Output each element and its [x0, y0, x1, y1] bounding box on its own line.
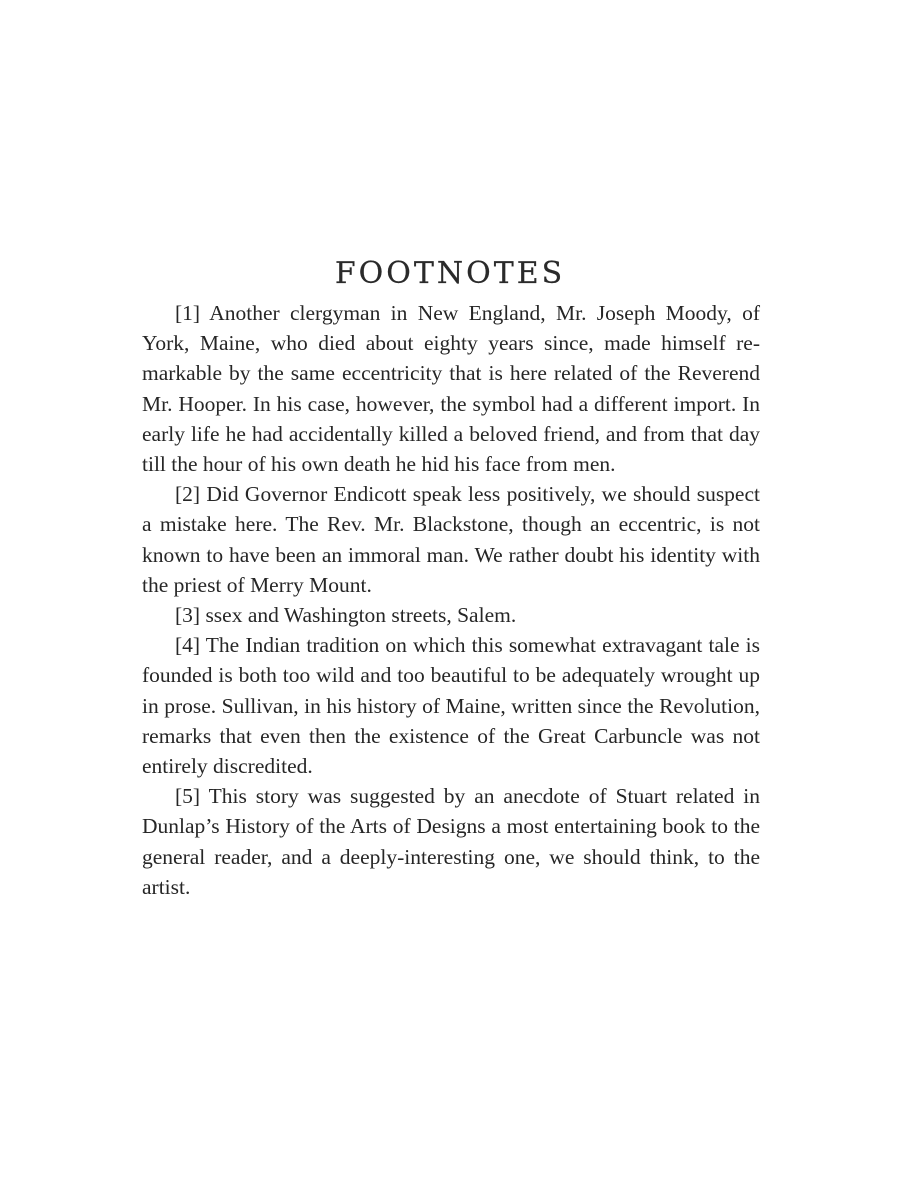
footnote-5: [5] This story was suggested by an anecdote of Stuart related in Dunlap’s History of the Arts of Designs a most entertaining book to the general reader, and a deeply-interesting one, we should think, to the artist.	[142, 784, 760, 899]
footnote-3: [3] ssex and Washington streets, Salem.	[175, 603, 517, 628]
footnote-1: [1] Another clergyman in New England, Mr. Joseph Moody, of York, Maine, who died about eighty years since, made himself remarkable by the same eccentricity that is here related of the Reverend Mr. Hooper. In his case, however, the symbol had a different import. In early life he had accidentally killed a beloved friend, and from that day till the hour of his own death he hid his face from men.	[142, 301, 760, 477]
footnotes-list	[142, 298, 760, 902]
page-heading: FOOTNOTES	[334, 256, 566, 292]
footnote-2: [2] Did Governor Endicott speak less positively, we should suspect a mistake here. The Rev. Mr. Blackstone, though an eccentric, is not known to have been an immoral man. We rather doubt his identity with the priest of Merry Mount.	[142, 482, 760, 597]
footnote-4: [4] The Indian tradition on which this somewhat extravagant tale is founded is both too wild and too beautiful to be adequately wrought up in prose. Sullivan, in his history of Maine, written since the Revolution, remarks that even then the existence of the Great Carbuncle was not entirely discredited.	[142, 633, 760, 779]
